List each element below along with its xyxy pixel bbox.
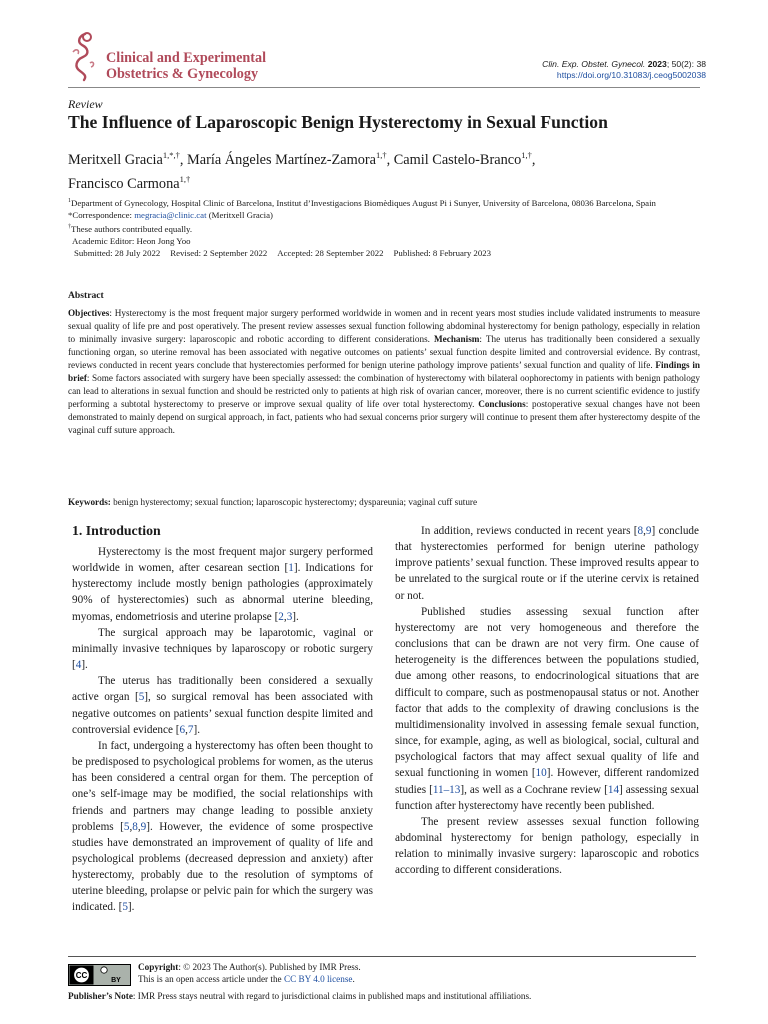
text: ,	[283, 610, 287, 623]
citation-link[interactable]: 11–13	[432, 783, 461, 796]
copyright-text: : © 2023 The Author(s). Published by IMR Press.	[178, 962, 361, 972]
abstract-mechanism: : The uterus has traditionally been considered a sexually functioning organ, so uterine removal has been associated with negative outcomes on patients’ sexual function despite limited and controversial evidence. By contrast, reviews conducted in recent years conclude that hysterectomies performed for benign uterine pathology improve patients’ sexual function and quality of life.	[68, 334, 700, 371]
equal-sup: †	[68, 224, 71, 231]
article-title: The Influence of Laparoscopic Benign Hysterectomy in Sexual Function	[68, 112, 608, 132]
text: ,	[643, 525, 646, 537]
article-type: Review	[68, 97, 103, 111]
text: The surgical approach may be laparotomic, vaginal or minimally invasive techniques by laparoscopy or robotic surgery [	[72, 626, 373, 672]
text: The uterus has traditionally been considered a sexually active organ [	[72, 675, 373, 704]
copyright-line	[138, 962, 361, 974]
citation-link[interactable]: 9	[140, 820, 147, 833]
text: ] assessing sexual function after hysterectomy have recently been published.	[395, 783, 699, 812]
date-submitted: Submitted: 28 July 2022	[74, 248, 161, 259]
citation-link[interactable]: 10	[535, 767, 547, 780]
abstract-body	[68, 307, 700, 437]
citation-link[interactable]: 9	[645, 525, 652, 537]
paragraph	[72, 738, 373, 916]
cc-by-license-icon[interactable]	[68, 964, 131, 986]
journal-logo-icon	[68, 30, 98, 82]
author	[187, 152, 394, 168]
abstract-objectives-label: Objectives	[68, 308, 110, 318]
author-sep: ,	[386, 151, 394, 168]
author-sup: 1,†	[375, 150, 387, 160]
abstract-findings: : Some factors associated with surgery have been specially assessed: the combination of hysterectomy with bilateral oophorectomy in patients with benign pathology can lead to alterations in sexual function and should be restricted only to patients at high risk of ovarian cancer, moreover, there is no current scientific evidence to justify performing a subtotal hysterectomy to preserve or improve sexual quality of life over total hysterectomy.	[68, 373, 700, 410]
author-list	[68, 146, 668, 194]
citation	[542, 59, 706, 80]
citation-year: 2023	[647, 59, 667, 69]
citation-link[interactable]: 7	[187, 723, 194, 736]
author	[394, 152, 536, 168]
paragraph	[72, 673, 373, 738]
correspondence-label: *Correspondence:	[68, 210, 135, 221]
publication-dates	[68, 247, 700, 259]
journal-name	[106, 50, 266, 82]
author-sep: ,	[531, 151, 536, 168]
copyright-label: Copyright	[138, 962, 179, 972]
text: ] conclude that hysterectomies performed for benign uterine pathology improve patients’ sexual function. These improved results appear to be unrelated to the surgical route or if the uterine cervix is retained or not.	[395, 525, 699, 602]
abstract-conclusions-label: Conclusions	[478, 399, 526, 410]
publisher-note-label: Publisher’s Note	[68, 991, 133, 1001]
text: ]. Indications for hysterectomy include mostly benign pathologies (approximately 90% of hysterectomies) such as abnormal uterine bleeding, myomas, endometriosis and uterine prolapse [	[72, 562, 373, 623]
keywords-text: benign hysterectomy; sexual function; laparoscopic hysterectomy; dyspareunia; vaginal cuff suture	[110, 497, 478, 507]
paragraph	[395, 523, 699, 604]
license-link[interactable]: CC BY 4.0 license	[283, 973, 353, 984]
paragraph	[72, 544, 373, 625]
citation-link[interactable]: 6	[179, 723, 186, 736]
text: ]. However, different randomized studies [	[395, 767, 699, 796]
text: ]. However, the evidence of some prospective studies have demonstrated an improvement of quality of life and psychological problems (decreased depression and anxiety) after hysterectomy, probably due to the resolution of symptoms of uterine bleeding, prolapse or pelvic pain for which the surgery was indicated. [	[72, 820, 373, 914]
citation-link[interactable]: 8	[637, 525, 644, 537]
text: In fact, undergoing a hysterectomy has often been thought to be predisposed to psychological problems for women, as the uterus has been considered a central organ for them. The perception of one’s self-image may be modified, the social relationships with friends and partners may change leading to possible anxiety problems [	[72, 739, 373, 833]
author-sup: 1,*,†	[162, 150, 180, 160]
by-label: BY	[111, 977, 121, 984]
keywords	[68, 497, 700, 507]
text: ].	[193, 723, 200, 736]
affiliations	[68, 195, 700, 259]
publisher-note	[68, 991, 700, 1001]
text: Published studies assessing sexual function after hysterectomy are not very homogeneous and therefore the conclusions that can be drawn are not very firm. One cause of heterogeneity is the differences between the populations studied, due among other reasons, to endocrinological situations that are difficult to compare, such as postmenopausal status or not. Another factor that adds to the complexity of drawing conclusions is the multidimensionality involved in assessing female sexual function, since, for example, aging, as well as biological, social, cultural and psychological factors that may affect sexual quality of life and sexual functioning in women [	[395, 605, 699, 780]
text: ].	[81, 659, 88, 672]
abstract-findings-label: Findings in brief	[68, 360, 700, 384]
author-sup: 1,†	[521, 150, 532, 160]
author-name: Francisco Carmona	[68, 175, 180, 192]
paragraph	[395, 814, 699, 879]
header-divider	[68, 87, 700, 88]
correspondence-email-link[interactable]: megracia@clinic.cat	[134, 210, 207, 221]
section-heading-introduction: 1. Introduction	[72, 523, 161, 538]
author-name: María Ángeles Martínez-Zamora	[187, 151, 376, 168]
text: ], so surgical removal has been associated with negative outcomes on patients’ sexual function despite limited and controversial evidence [	[72, 691, 374, 736]
right-column	[395, 523, 699, 878]
affiliation-sup: 1	[68, 198, 71, 204]
academic-editor: Academic Editor: Heon Jong Yoo	[72, 236, 191, 247]
text: ].	[292, 610, 299, 623]
correspondence	[68, 209, 700, 221]
author-name: Camil Castelo-Branco	[393, 151, 522, 168]
text: ,	[185, 723, 188, 736]
affiliation-1	[68, 195, 700, 209]
citation-line	[542, 59, 706, 70]
author-sep: ,	[179, 151, 188, 168]
citation-link[interactable]: 8	[132, 820, 138, 833]
abstract-mechanism-label: Mechanism	[434, 334, 480, 345]
open-access-line	[138, 974, 361, 986]
date-accepted: Accepted: 28 September 2022	[277, 248, 384, 259]
open-access-text: This is an open access article under the	[138, 973, 284, 984]
abstract-conclusions: : postoperative sexual changes have not been demonstrated to mainly depend on surgical approach, in fact, patients who had sexual concerns prior surgery will continue to present them after hysterectomy despite of the vaginal cuff suture approach.	[68, 399, 700, 436]
citation-journal: Clin. Exp. Obstet. Gynecol.	[542, 59, 646, 69]
text: ,	[137, 820, 141, 833]
footer-divider	[68, 956, 696, 957]
journal-name-line1: Clinical and Experimental	[106, 50, 267, 66]
author	[68, 152, 187, 168]
date-revised: Revised: 2 September 2022	[170, 248, 268, 259]
citation-link[interactable]: 5	[122, 901, 128, 914]
journal-name-line2: Obstetrics & Gynecology	[106, 66, 259, 82]
text: ].	[127, 901, 135, 914]
paragraph	[72, 625, 373, 673]
abstract-objectives: : Hysterectomy is the most frequent major surgery performed worldwide in women and in recent years most studies include validated instruments to measure sexual quality of life pre and post operatively. The present review assesses sexual function following abdominal hysterectomy for benign pathology, especially in relation to minimally invasive surgery: laparoscopic and robotic according to different considerations.	[68, 308, 700, 345]
text: In addition, reviews conducted in recent years [	[421, 525, 638, 537]
text: ,	[129, 820, 133, 833]
citation-link[interactable]: 2	[278, 610, 284, 623]
author-name: Meritxell Gracia	[68, 151, 163, 168]
open-access-end: .	[352, 973, 355, 984]
equal-contribution-note	[68, 221, 700, 235]
author-sup: 1,†	[179, 173, 191, 184]
citation-link[interactable]: 1	[288, 562, 294, 575]
paragraph	[395, 604, 699, 814]
left-column	[72, 544, 373, 916]
text: The present review assesses sexual function following abdominal hysterectomy for benign pathology, especially in relation to minimally invasive surgery: laparoscopic and robotics according to different considerations.	[395, 815, 699, 877]
citation-link[interactable]: 3	[286, 610, 293, 623]
citation-link[interactable]: 5	[123, 820, 130, 833]
affiliation-text: Department of Gynecology, Hospital Clinic of Barcelona, Institut d’Investigacions Biomèdiques August Pi i Sunyer, University of Barcelona, 08036 Barcelona, Spain	[71, 197, 656, 208]
date-published: Published: 8 February 2023	[393, 248, 492, 259]
copyright-notice	[138, 962, 361, 985]
citation-link[interactable]: 5	[138, 691, 145, 704]
text: ], as well as a Cochrane review [	[460, 783, 608, 796]
author	[68, 173, 191, 192]
citation-link[interactable]: 14	[607, 783, 620, 796]
citation-link[interactable]: 4	[75, 659, 82, 672]
equal-text: These authors contributed equally.	[71, 224, 193, 235]
publisher-note-text: : IMR Press stays neutral with regard to jurisdictional claims in published maps and institutional affiliations.	[132, 991, 532, 1001]
abstract-heading: Abstract	[68, 290, 104, 301]
cc-label: CC	[75, 971, 88, 980]
keywords-label: Keywords:	[68, 497, 111, 507]
doi-link[interactable]: https://doi.org/10.31083/j.ceog5002038	[556, 69, 706, 80]
citation-volume: ; 50(2): 38	[666, 59, 706, 69]
text: Hysterectomy is the most frequent major surgery performed worldwide in women, after cesarean section [	[72, 546, 373, 575]
correspondence-name: (Meritxell Gracia)	[206, 210, 273, 221]
